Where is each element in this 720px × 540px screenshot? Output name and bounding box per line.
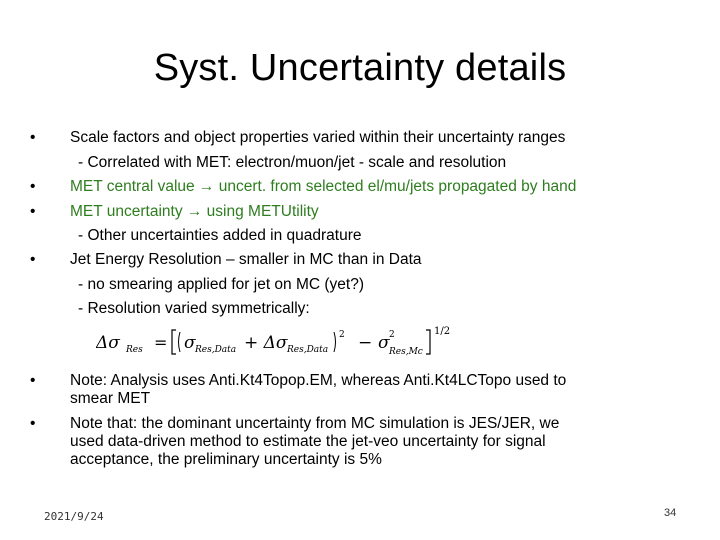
formula-sub-data: Res,Data — [195, 345, 237, 355]
bullet-marker: • — [30, 178, 36, 195]
bullet-6-line-2: used data-driven method to estimate the jet-veo uncertainty for signal — [70, 433, 546, 450]
bullet-4-sub-1: - no smearing applied for jet on MC (yet?) — [78, 276, 365, 293]
formula-plus-delta: + Δσ — [244, 333, 288, 353]
resolution-formula — [96, 322, 556, 358]
bullet-1-text: Scale factors and object properties varied within their uncertainty ranges — [70, 129, 566, 146]
bullet-4-sub-2: - Resolution varied symmetrically: — [78, 300, 310, 317]
footer-date: 2021/9/24 — [44, 510, 104, 523]
bullet-6-line-3: acceptance, the preliminary uncertainty is 5% — [70, 451, 382, 468]
formula-square-1: 2 — [339, 330, 345, 340]
bullet-marker: • — [30, 203, 36, 220]
formula-lhs: Δσ — [96, 333, 120, 353]
bullet-3-text: MET uncertainty → using METUtility — [70, 203, 319, 220]
formula-minus: − — [358, 333, 373, 353]
slide-title: Syst. Uncertainty details — [153, 47, 567, 89]
bullet-marker: • — [30, 415, 36, 432]
bullet-marker: • — [30, 372, 36, 389]
bullet-marker: • — [30, 129, 36, 146]
bullet-1-sub-1: - Correlated with MET: electron/muon/jet - scale and resolution — [78, 154, 507, 171]
formula-sigma-mc: σ — [378, 333, 390, 353]
bullet-marker: • — [30, 251, 36, 268]
page-number: 34 — [664, 507, 677, 519]
formula-sigma-data: σ — [184, 333, 196, 353]
bullet-2-text: MET central value → uncert. from selected el/mu/jets propagated by hand — [70, 178, 577, 195]
formula-square-2: 2 — [389, 330, 395, 340]
bullet-5-line-1: Note: Analysis uses Anti.Kt4Topop.EM, whereas Anti.Kt4LCTopo used to — [70, 372, 567, 389]
bullet-3-sub-1: - Other uncertainties added in quadrature — [78, 227, 362, 244]
bullet-4-text: Jet Energy Resolution – smaller in MC than in Data — [70, 251, 422, 268]
formula-sub-data-2: Res,Data — [287, 345, 329, 355]
bullet-6-line-1: Note that: the dominant uncertainty from MC simulation is JES/JER, we — [70, 415, 560, 432]
formula-exponent: 1/2 — [434, 326, 451, 337]
formula-lhs-sub: Res — [126, 345, 143, 355]
formula-equals: = — [154, 333, 168, 352]
bullet-5-line-2: smear MET — [70, 390, 151, 407]
formula-sub-mc: Res,Mc — [389, 347, 423, 357]
